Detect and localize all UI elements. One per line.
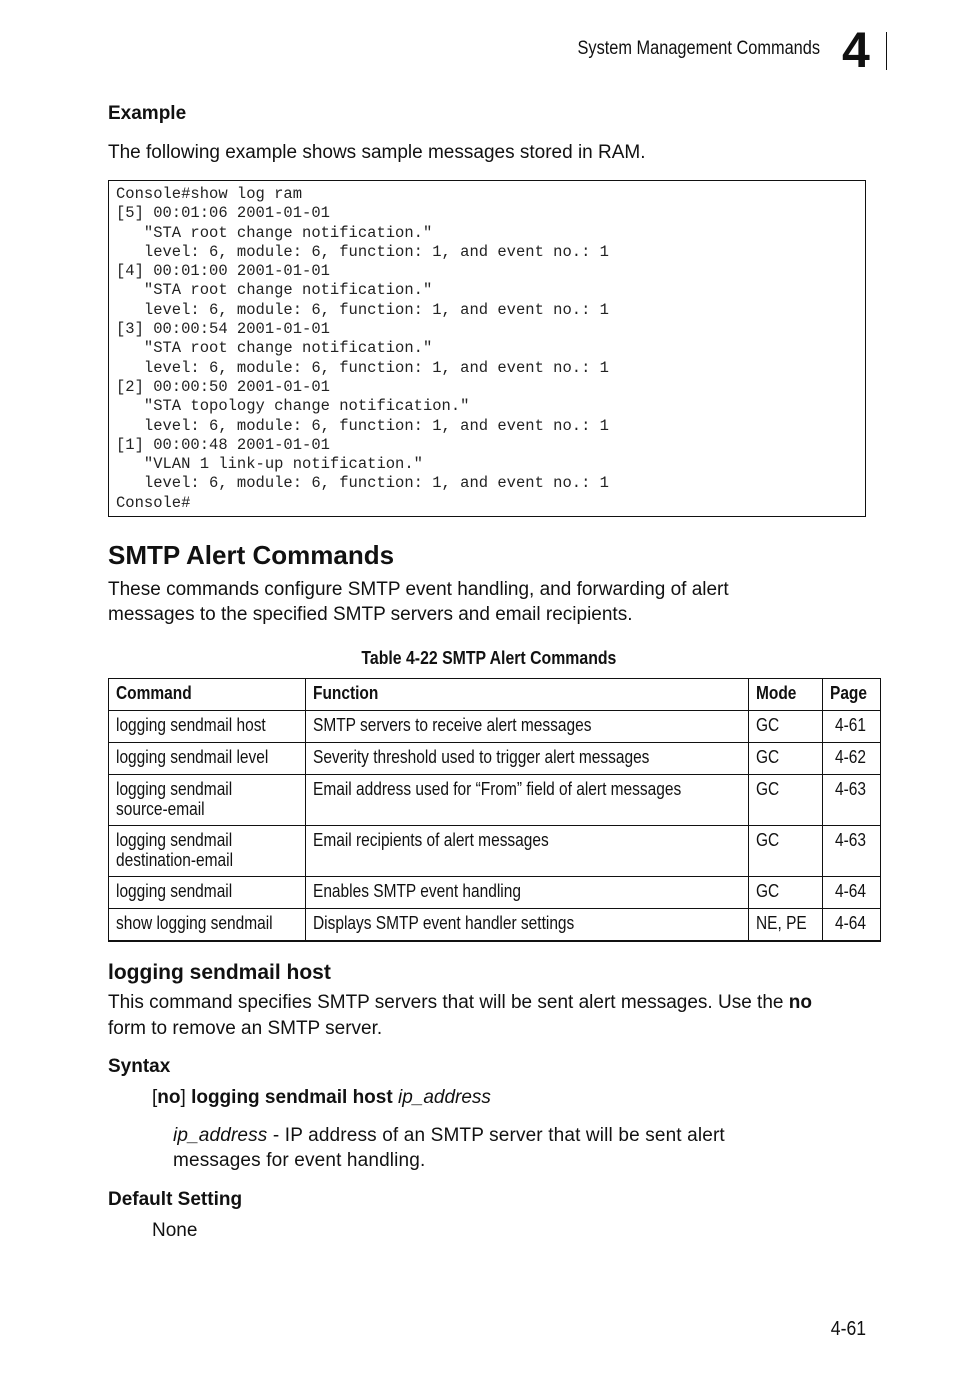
example-heading: Example (108, 103, 187, 124)
cell-command: logging sendmail host (109, 711, 306, 743)
parameter-description-line-1: ip_address - IP address of an SMTP server that will be sent alert (173, 1125, 725, 1146)
cell-mode: GC (749, 826, 823, 877)
column-header-page: Page (823, 679, 881, 711)
cell-page: 4-64 (823, 909, 881, 942)
cell-mode: GC (749, 711, 823, 743)
cell-function: Severity threshold used to trigger alert messages (306, 743, 749, 775)
smtp-commands-table (108, 678, 881, 942)
chapter-number: 4 (842, 22, 870, 78)
syntax-line: [no] logging sendmail host ip_address (152, 1087, 491, 1108)
default-setting-value: None (152, 1220, 198, 1241)
cell-function: SMTP servers to receive alert messages (306, 711, 749, 743)
command-description-line-1: This command specifies SMTP servers that will be sent alert messages. Use the no (108, 992, 812, 1013)
section-intro-line-2: messages to the specified SMTP servers and email recipients. (108, 604, 633, 625)
table-row (109, 826, 881, 877)
cell-mode: NE, PE (749, 909, 823, 942)
column-header-command: Command (109, 679, 306, 711)
cell-page: 4-62 (823, 743, 881, 775)
column-header-mode: Mode (749, 679, 823, 711)
table-row (109, 877, 881, 909)
default-setting-heading: Default Setting (108, 1189, 243, 1210)
table-row (109, 711, 881, 743)
syntax-heading: Syntax (108, 1056, 171, 1077)
cell-mode: GC (749, 775, 823, 826)
running-header-title: System Management Commands (577, 38, 820, 59)
cell-command: logging sendmail (109, 877, 306, 909)
column-header-function: Function (306, 679, 749, 711)
cell-command: show logging sendmail (109, 909, 306, 942)
cell-page: 4-63 (823, 826, 881, 877)
page-number: 4-61 (830, 1318, 866, 1340)
table-row (109, 909, 881, 942)
cell-function: Displays SMTP event handler settings (306, 909, 749, 942)
cell-mode: GC (749, 743, 823, 775)
table-header-row (109, 679, 881, 711)
section-heading: SMTP Alert Commands (108, 540, 395, 570)
cell-command: logging sendmail level (109, 743, 306, 775)
cell-page: 4-64 (823, 877, 881, 909)
code-block: Console#show log ram [5] 00:01:06 2001-01-01 "STA root change notification." level: 6, module: 6, function: 1, and event no.: 1 [4] 00:01:00 2001-01-01 "STA root change notification." level: 6, module: 6, function: 1, and event no.: 1 [3] 00:00:54 2001-01-01 "STA root change notification." level: 6, module: 6, function: 1, and event no.: 1 [2] 00:00:50 2001-01-01 "STA topology change notification." level: 6, module: 6, function: 1, and event no.: 1 [1] 00:00:48 2001-01-01 "VLAN 1 link-up notification." level: 6, module: 6, function: 1, and event no.: 1 Console# (116, 185, 609, 512)
cell-page: 4-61 (823, 711, 881, 743)
section-intro-line-1: These commands configure SMTP event handling, and forwarding of alert (108, 579, 729, 600)
table-caption: Table 4-22 SMTP Alert Commands (361, 648, 617, 668)
cell-command: logging sendmail destination-email (109, 826, 306, 877)
cell-function: Enables SMTP event handling (306, 877, 749, 909)
command-description-line-2: form to remove an SMTP server. (108, 1018, 383, 1039)
table-row (109, 743, 881, 775)
parameter-description-line-2: messages for event handling. (173, 1150, 426, 1171)
cell-page: 4-63 (823, 775, 881, 826)
command-heading: logging sendmail host (108, 961, 331, 984)
table-row (109, 775, 881, 826)
cell-mode: GC (749, 877, 823, 909)
cell-function: Email recipients of alert messages (306, 826, 749, 877)
cell-function: Email address used for “From” field of alert messages (306, 775, 749, 826)
example-intro: The following example shows sample messages stored in RAM. (108, 142, 646, 163)
cell-command: logging sendmail source-email (109, 775, 306, 826)
